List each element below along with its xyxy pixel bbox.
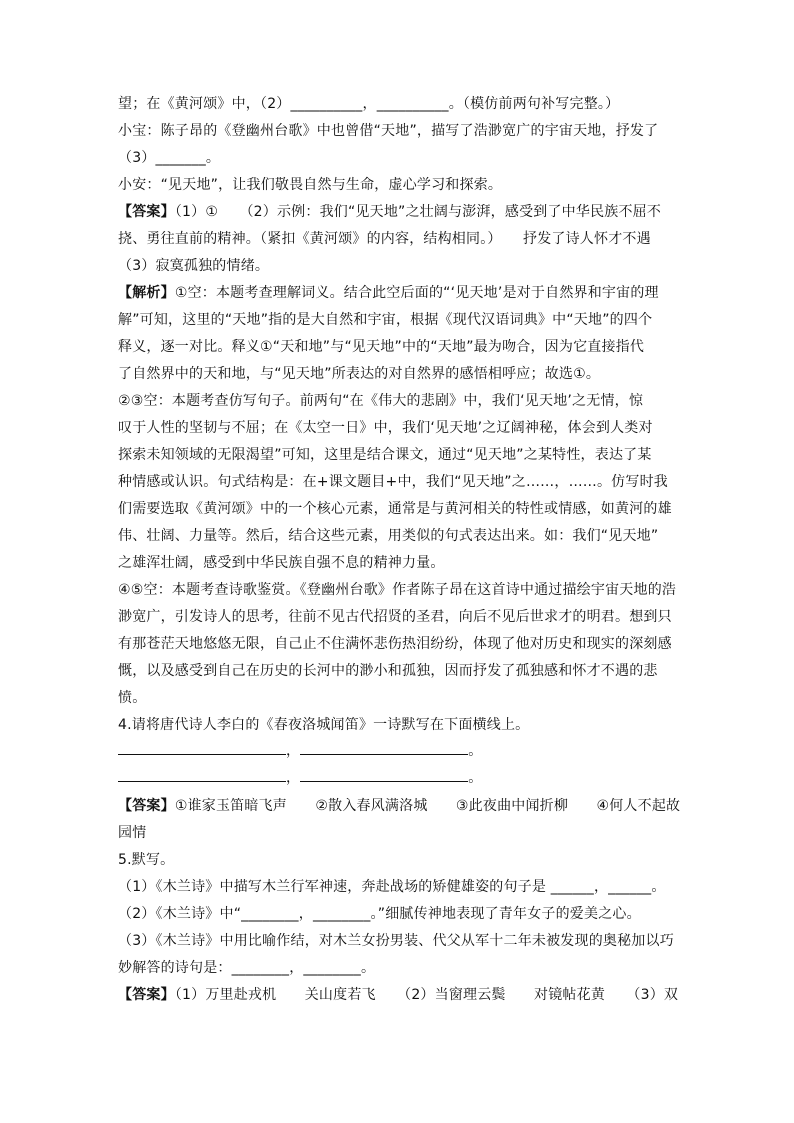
text-line: 们需要选取《黄河颂》中的一个核心元素，通常是与黄河相关的特性或情感，如黄河的雄 bbox=[118, 501, 672, 517]
answer-label: 【答案】 bbox=[118, 204, 175, 220]
answer-label: 【答案】 bbox=[118, 798, 175, 814]
text-line: 妙解答的诗句是：________，________。 bbox=[118, 960, 376, 976]
writing-blank bbox=[118, 767, 286, 782]
analysis-label: 【解析】 bbox=[118, 285, 175, 301]
text-line: 伟、壮阔、力量等。然后，结合这些元素，用类似的句式表达出来。如：我们“见天地” bbox=[118, 528, 659, 544]
writing-blank bbox=[300, 767, 468, 782]
writing-blank bbox=[300, 740, 468, 755]
text-line: ④⑤空：本题考查诗歌鉴赏。《登幽州台歌》作者陈子昂在这首诗中通过描绘宇宙天地的浩 bbox=[118, 582, 677, 598]
text-line: （1）《木兰诗》中描写木兰行军神速，奔赴战场的矫健雄姿的句子是 ______，______。 bbox=[118, 879, 666, 895]
text-line: 种情感或认识。句式结构是：在+课文题目+中，我们“见天地”之……，……。仿写时我 bbox=[118, 474, 668, 490]
question-line: 5.默写。 bbox=[118, 852, 175, 868]
answer-line: 【答案】（1）① （2）示例：我们“见天地”之壮阔与澎湃，感受到了中华民族不屈不 bbox=[118, 204, 662, 220]
text-line: （2）《木兰诗》中“________，________。”细腻传神地表现了青年女子的爱美之心。 bbox=[118, 906, 641, 922]
text-line: ②③空：本题考查仿写句子。前两句“在《伟大的悲剧》中，我们‘见天地’之无情，惊 bbox=[118, 393, 644, 409]
writing-blank-row: ， 。 bbox=[118, 767, 482, 788]
question-line: 4.请将唐代诗人李白的《春夜洛城闻笛》一诗默写在下面横线上。 bbox=[118, 717, 530, 733]
answer-line: 【答案】①谁家玉笛暗飞声 ②散入春风满洛城 ③此夜曲中闻折柳 ④何人不起故 bbox=[118, 798, 681, 814]
text-line: 小安：“见天地”，让我们敬畏自然与生命，虚心学习和探索。 bbox=[118, 177, 503, 193]
text-line: （3）_______。 bbox=[118, 150, 221, 166]
text-line: 探索未知领域的无限渴望”可知，这里是结合课文，通过“见天地”之某特性，表达了某 bbox=[118, 447, 652, 463]
analysis-line: 【解析】①空：本题考查理解词义。结合此空后面的“‘见天地’是对于自然界和宇宙的理 bbox=[118, 285, 659, 301]
text-line: 愤。 bbox=[118, 690, 147, 706]
answer-label: 【答案】 bbox=[118, 987, 175, 1003]
answer-line: 【答案】（1）万里赴戎机 关山度若飞 （2）当窗理云鬓 对镜帖花黄 （3）双 bbox=[118, 987, 679, 1003]
text-line: 渺宽广，引发诗人的思考，往前不见古代招贤的圣君，向后不见后世求才的明君。想到只 bbox=[118, 609, 672, 625]
writing-blank-row: ， 。 bbox=[118, 740, 482, 761]
text-line: 园情 bbox=[118, 825, 147, 841]
text-line: 释义，逐一对比。释义①“天和地”与“见天地”中的“天地”最为吻合，因为它直接指代 bbox=[118, 339, 645, 355]
text-line: 望；在《黄河颂》中，（2）__________，__________。（模仿前两句补写完整。） bbox=[118, 96, 620, 112]
text-line: 了自然界中的天和地，与“见天地”所表达的对自然界的感悟相呼应；故选①。 bbox=[118, 366, 601, 382]
text-line: 慨，以及感受到自己在历史的长河中的渺小和孤独，因而抒发了孤独感和怀才不遇的悲 bbox=[118, 663, 658, 679]
text-line: 挠、勇往直前的精神。（紧扣《黄河颂》的内容，结构相同。） 抒发了诗人怀才不遇 bbox=[118, 231, 651, 247]
text-line: 小宝：陈子昂的《登幽州台歌》中也曾借“天地”，描写了浩渺宽广的宇宙天地，抒发了 bbox=[118, 123, 659, 139]
text-line: （3）《木兰诗》中用比喻作结，对木兰女扮男装、代父从军十二年未被发现的奥秘加以巧 bbox=[118, 933, 674, 949]
text-line: 有那苍茫天地悠悠无限，自己止不住满怀悲伤热泪纷纷，体现了他对历史和现实的深刻感 bbox=[118, 636, 672, 652]
writing-blank bbox=[118, 740, 286, 755]
text-line: 解”可知，这里的“天地”指的是大自然和宇宙，根据《现代汉语词典》中“天地”的四个 bbox=[118, 312, 653, 328]
text-line: （3）寂寞孤独的情绪。 bbox=[118, 258, 270, 274]
text-line: 之雄浑壮阔，感受到中华民族自强不息的精神力量。 bbox=[118, 555, 445, 571]
text-line: 叹于人性的坚韧与不屈；在《太空一日》中，我们‘见天地’之辽阔神秘，体会到人类对 bbox=[118, 420, 653, 436]
